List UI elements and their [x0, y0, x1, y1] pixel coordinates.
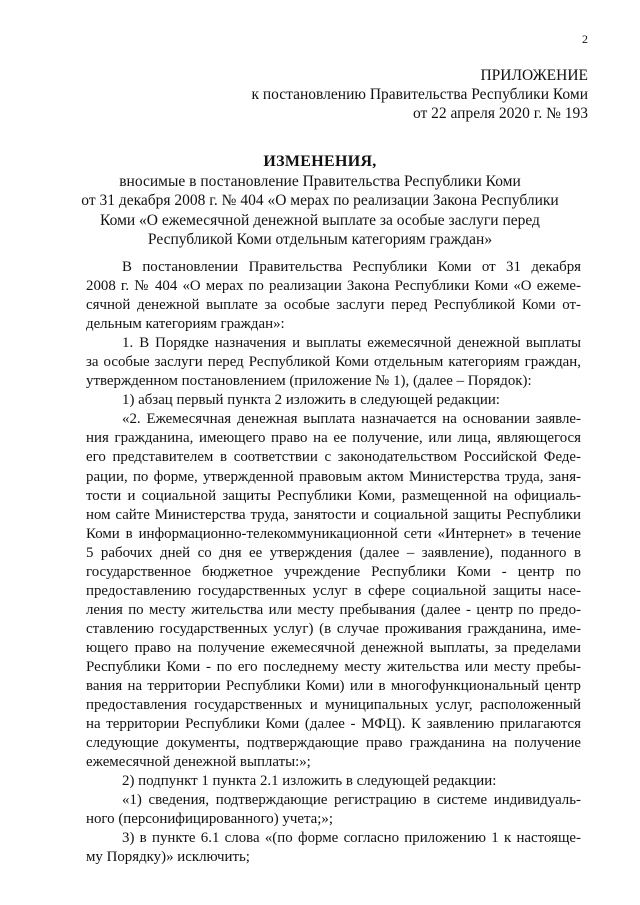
body-line: утвержденном постановлением (приложение № 1), (далее – Порядок):	[86, 373, 532, 390]
document-title: ИЗМЕНЕНИЯ,	[263, 153, 377, 170]
title-line: Коми «О ежемесячной денежной выплате за особые заслуги перед	[100, 211, 540, 229]
body-line: государственное бюджетное учреждение Республики Коми - центр по	[86, 563, 581, 580]
body-line: ного (персонифицированного) учета;»;	[86, 811, 333, 828]
body-line: В постановлении Правительства Республики Коми от 31 декабря	[122, 259, 581, 275]
body-line: ющего право на получение ежемесячной денежной выплаты, за пределами	[86, 639, 581, 656]
body-line: 1. В Порядке назначения и выплаты ежемесячной денежной выплаты	[122, 335, 581, 352]
body-line: рации, по форме, утвержденной правовым актом Министерства труда, заня-	[86, 468, 581, 485]
body-line: ставлению государственных услуг) (в случае проживания гражданина, име-	[86, 620, 581, 637]
body-line: вания на территории Республики Коми) или в многофункциональный центр	[86, 678, 581, 695]
body-line: на территории Республики Коми (далее - МФЦ). К заявлению прилагаются	[86, 716, 581, 733]
body-line: 3) в пункте 6.1 слова «(по форме согласно приложению 1 к настояще-	[122, 830, 581, 847]
body-line: предоставления государственных и муниципальных услуг, расположенный	[86, 697, 581, 714]
body-line: ления по месту жительства или месту пребывания (далее - центр по предо-	[86, 601, 581, 618]
appendix-heading: ПРИЛОЖЕНИЕ	[480, 67, 588, 84]
appendix-line: от 22 апреля 2020 г. № 193	[412, 105, 588, 122]
body-line: сячной денежной выплате за особые заслуги перед Республикой Коми от-	[86, 297, 581, 314]
title-line: вносимые в постановление Правительства Республики Коми	[119, 172, 521, 190]
document-body	[86, 258, 581, 868]
body-line: предоставлению государственных услуг в сфере социальной защиты насе-	[86, 582, 581, 599]
body-line: за особые заслуги перед Республикой Коми отдельным категориям граждан,	[86, 354, 581, 371]
appendix-header	[188, 66, 588, 123]
body-line: его представителем в соответствии с законодательством Российской Феде-	[86, 449, 581, 466]
body-line: Коми в информационно-телекоммуникационной сети «Интернет» в течение	[86, 525, 581, 542]
body-line: 2) подпункт 1 пункта 2.1 изложить в следующей редакции:	[122, 773, 497, 790]
body-line: му Порядку)» исключить;	[86, 849, 250, 866]
body-line: следующие документы, подтверждающие право гражданина на получение	[86, 735, 581, 752]
body-line: 5 рабочих дней со дня ее утверждения (далее – заявление), поданного в	[86, 544, 581, 561]
page-number: 2	[582, 32, 588, 46]
title-line: от 31 декабря 2008 г. № 404 «О мерах по реализации Закона Республики	[81, 192, 559, 210]
body-line: 1) абзац первый пункта 2 изложить в следующей редакции:	[122, 392, 500, 409]
body-line: дельным категориям граждан»:	[86, 316, 285, 333]
body-line: ежемесячной денежной выплаты:»;	[86, 754, 311, 771]
body-line: тости и социальной защиты Республики Коми, размещенной на официаль-	[86, 487, 581, 504]
body-line: «2. Ежемесячная денежная выплата назначается на основании заявле-	[122, 411, 581, 428]
title-line: Республикой Коми отдельным категориям граждан»	[147, 231, 493, 249]
body-line: «1) сведения, подтверждающие регистрацию в системе индивидуаль-	[122, 792, 581, 809]
body-line: ном сайте Министерства труда, занятости и социальной защиты Республики	[86, 506, 581, 523]
body-line: Республики Коми - по его последнему месту жительства или месту пребы-	[86, 658, 581, 675]
appendix-line: к постановлению Правительства Республики Коми	[251, 86, 588, 103]
title-block	[60, 152, 580, 250]
body-line: 2008 г. № 404 «О мерах по реализации Закона Республики Коми «О ежеме-	[86, 278, 581, 295]
body-line: ния гражданина, имеющего право на ее получение, или лица, являющегося	[86, 430, 581, 447]
